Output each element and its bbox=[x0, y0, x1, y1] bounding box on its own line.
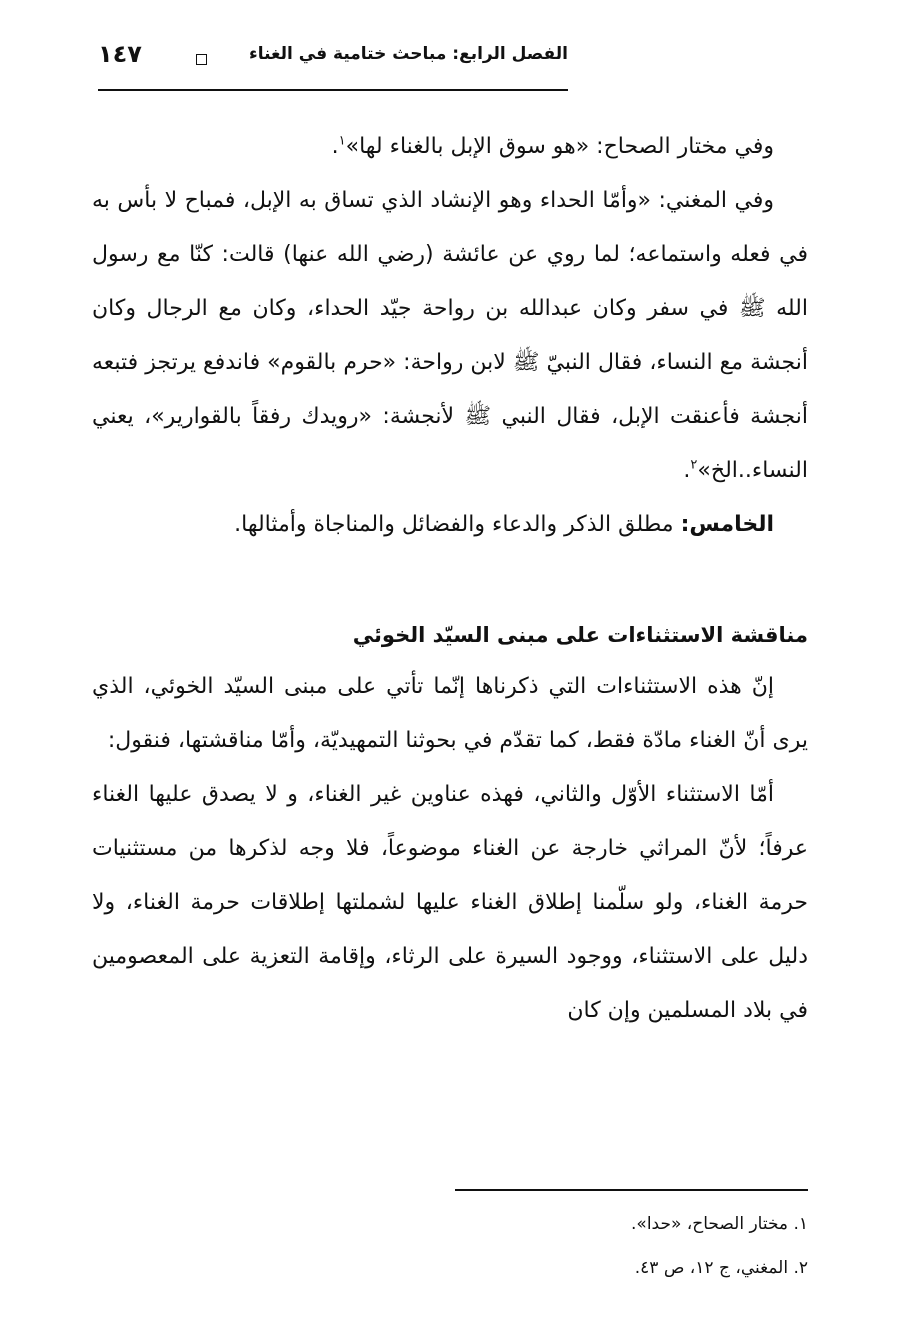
paragraph-text: مطلق الذكر والدعاء والفضائل والمناجاة وأمثالها. bbox=[234, 512, 681, 537]
paragraph-1 bbox=[92, 120, 808, 174]
separator-square-icon bbox=[196, 54, 207, 65]
section-heading: مناقشة الاستثناءات على مبنى السيّد الخوئي bbox=[352, 623, 808, 647]
footnote-2: ٢. المغني، ج ١٢، ص ٤٣. bbox=[634, 1258, 808, 1278]
header-rule bbox=[98, 89, 568, 91]
page-number: ١٤٧ bbox=[98, 40, 142, 68]
paragraph-3 bbox=[92, 498, 808, 552]
paragraph-text: وفي مختار الصحاح: «هو سوق الإبل بالغناء لها» bbox=[345, 134, 774, 159]
footnote-1: ١. مختار الصحاح، «حدا». bbox=[631, 1214, 808, 1234]
section-paragraph-1: إنّ هذه الاستثناءات التي ذكرناها إنّما تأتي على مبنى السيّد الخوئي، الذي يرى أنّ الغناء مادّة فقط، كما تقدّم في بحوثنا التمهيديّة، وأمّا مناقشتها، فنقول: bbox=[92, 674, 808, 753]
paragraph-end: . bbox=[683, 458, 691, 483]
main-text bbox=[92, 120, 808, 1038]
paragraph-end: . bbox=[331, 134, 339, 159]
chapter-title: الفصل الرابع: مباحث ختامية في الغناء bbox=[249, 44, 568, 64]
paragraph-2 bbox=[92, 174, 808, 498]
paragraph-text: وفي المغني: «وأمّا الحداء وهو الإنشاد الذي تساق به الإبل، فمباح لا بأس به في فعله واستماعه؛ لما روي عن عائشة (رضي الله عنها) قالت: كنّا مع رسول الله ﷺ في سفر وكان عبدالله بن رواحة جيّد الحداء، وكان مع الرجال وكان أنجشة مع النساء، فقال النبيّ ﷺ لابن رواحة: «حرم بالقوم» فاندفع يرتجز فتبعه أنجشة فأعنقت الإبل، فقال النبي ﷺ لأنجشة: «رويدك رفقاً بالقوارير»، يعني النساء..الخ» bbox=[92, 188, 808, 483]
page-header bbox=[98, 38, 568, 92]
paragraph-label: الخامس: bbox=[680, 512, 774, 537]
footnotes bbox=[420, 1202, 808, 1290]
footnote-rule bbox=[455, 1189, 808, 1191]
footnote-ref: ٢ bbox=[690, 457, 698, 473]
footnote-ref: ١ bbox=[338, 133, 346, 149]
section-paragraph-2: أمّا الاستثناء الأوّل والثاني، فهذه عناوين غير الغناء، و لا يصدق عليها الغناء عرفاً؛ لأنّ المراثي خارجة عن الغناء موضوعاً، فلا وجه لذكرها من مستثنيات حرمة الغناء، ولو سلّمنا إطلاق الغناء عليها لشملتها إطلاقات حرمة الغناء، ولا دليل على الاستثناء، ووجود السيرة على الرثاء، وإقامة التعزية على المعصومين في بلاد المسلمين وإن كان bbox=[92, 782, 808, 1023]
